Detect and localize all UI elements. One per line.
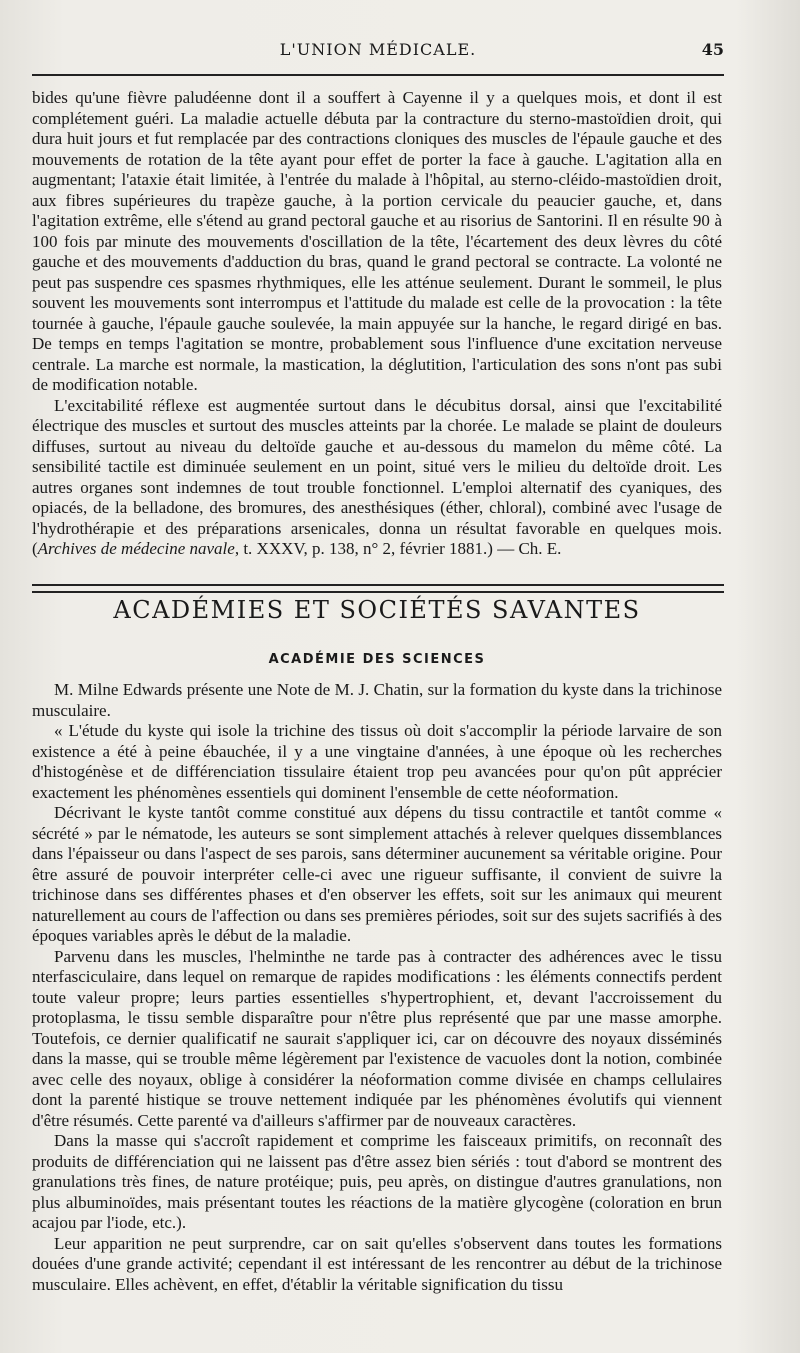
paragraph-text: L'excitabilité réflexe est augmentée surtout dans le décubitus dorsal, ainsi que l'excitabilité électrique des muscles et surtout des muscles atteints par la chorée. Le malade se plaint de douleurs diffuses, surtout au niveau du deltoïde gauche et au-dessous du mamelon du même côté. La sensibilité tactile est diminuée seulement en un point, situé vers le milieu du deltoïde droit. Les autres organes sont indemnes de tout trouble fonctionnel. L'emploi alternatif des cyaniques, des opiacés, de la belladone, des bromures, des anesthésiques (éther, chloral), combiné avec l'usage de l'hydrothérapie et des préparations arsenicales, donna un résultat favorable en quelques mois. ( xyxy=(32,395,722,558)
paragraph: Dans la masse qui s'accroît rapidement et comprime les faisceaux primitifs, on reconnaît des produits de différenciation qui ne laissent pas d'être assez bien sériés : tout d'abord se montrent des granulations très fines, de nature protéique; puis, peu après, on distingue d'autres granulations, non plus albuminoïdes, mais présentant toutes les réactions de la matière glycogène (coloration en brun acajou par l'iode, etc.). xyxy=(32,1131,722,1232)
running-title: L'UNION MÉDICALE. xyxy=(279,40,477,59)
citation-details: , t. XXXV, p. 138, n° 2, février 1881.) — Ch. E. xyxy=(234,539,562,558)
paragraph-citation xyxy=(32,396,722,560)
paragraph: Décrivant le kyste tantôt comme constitué aux dépens du tissu contractile et tantôt comme « sécrété » par le nématode, les auteurs se sont simplement attachés à relever quelques dissemblances dans l'épaisseur ou dans l'aspect de ses parois, sans déterminer aucunement sa véritable origine. Pour être assuré de pouvoir interpréter celle-ci avec une rigueur suffisante, il convient de suivre la trichinose dans ses différentes phases et d'en observer les effets, soit sur les animaux qui meurent naturellement au cours de l'affection ou dans ses premières périodes, soit sur des sujets sacrifiés à des époques variables après le début de la maladie. xyxy=(32,803,722,945)
journal-title: Archives de médecine navale xyxy=(37,539,235,558)
academie-article xyxy=(32,680,722,1295)
section-title: ACADÉMIES ET SOCIÉTÉS SAVANTES xyxy=(113,596,641,624)
article-continuation xyxy=(32,88,722,560)
paragraph: « L'étude du kyste qui isole la trichine des tissus où doit s'accomplir la période larvaire de son existence a été à peine ébauchée, il y a une vingtaine d'années, à une époque où les recherches d'histogénèse et de différenciation tissulaire étaient trop peu avancées pour qu'on pût apprécier exactement les phénomènes essentiels qui dominent l'ensemble de cette néoformation. xyxy=(32,721,722,802)
paragraph: bides qu'une fièvre paludéenne dont il a souffert à Cayenne il y a quelques mois, et dont il est complétement guéri. La maladie actuelle débuta par la contracture du sterno-mastoïdien droit, qui dura huit jours et fut remplacée par des contractions cloniques des muscles de l'épaule gauche et des mouvements de rotation de la tête ayant pour effet de porter la face à gauche. L'agitation alla en augmentant; l'ataxie était limitée, à l'entrée du malade à l'hôpital, au sterno-cléido-mastoïdien droit, aux fibres supérieures du trapèze gauche, à la portion cervicale du peaucier gauche, et, dans l'agitation extrême, elle s'étend au grand pectoral gauche et au risorius de Santorini. Il en résulte 90 à 100 fois par minute des mouvements d'oscillation de la tête, l'écartement des deux lèvres du côté gauche et des mouvements d'adduction du bras, quand le grand pectoral se contracte. La volonté ne peut pas suspendre ces spasmes rhythmiques, elle les atténue seulement. Durant le sommeil, le plus souvent les mouvements sont interrompus et l'attitude du malade est celle de la provocation : la tête tournée à gauche, l'épaule gauche soulevée, la main appuyée sur la hanche, le regard dirigé en bas. De temps en temps l'agitation se montre, probablement sous l'influence d'une excitation nerveuse centrale. La marche est normale, la mastication, la déglutition, l'articulation des sons n'ont pas subi de modification notable. xyxy=(32,88,722,394)
paragraph: Parvenu dans les muscles, l'helminthe ne tarde pas à contracter des adhérences avec le tissu nterfasciculaire, dans lequel on remarque de rapides modifications : les éléments connectifs perdent toute valeur propre; leurs parties essentielles s'hypertrophient, et, devant l'accroissement du protoplasma, le tissu semble disparaître pour n'être plus représenté que par une masse amorphe. Toutefois, ce dernier qualificatif ne saurait s'appliquer ici, car on découvre des noyaux disséminés dans la masse, qui se trouble même légèrement par l'existence de vacuoles dont la notion, combinée avec celle des noyaux, oblige à considérer la néoformation comme divisée en champs cellulaires dont la parenté histique se trouve nettement indiquée par les phénomènes évolutifs qui viennent d'être résumés. Cette parenté va d'ailleurs s'affirmer par de nouveaux caractères. xyxy=(32,946,722,1130)
header-rule xyxy=(32,74,724,76)
running-header xyxy=(32,40,724,62)
paragraph: M. Milne Edwards présente une Note de M. J. Chatin, sur la formation du kyste dans la trichinose musculaire. xyxy=(32,680,722,720)
page-number: 45 xyxy=(701,40,724,59)
paragraph: Leur apparition ne peut surprendre, car on sait qu'elles s'observent dans toutes les formations douées d'une grande activité; cependant il est intéressant de les rencontrer au début de la trichinose musculaire. Elles achèvent, en effet, d'établir la véritable signification du tissu xyxy=(32,1233,722,1294)
section-divider xyxy=(32,584,724,593)
subsection-title: ACADÉMIE DES SCIENCES xyxy=(268,652,486,667)
